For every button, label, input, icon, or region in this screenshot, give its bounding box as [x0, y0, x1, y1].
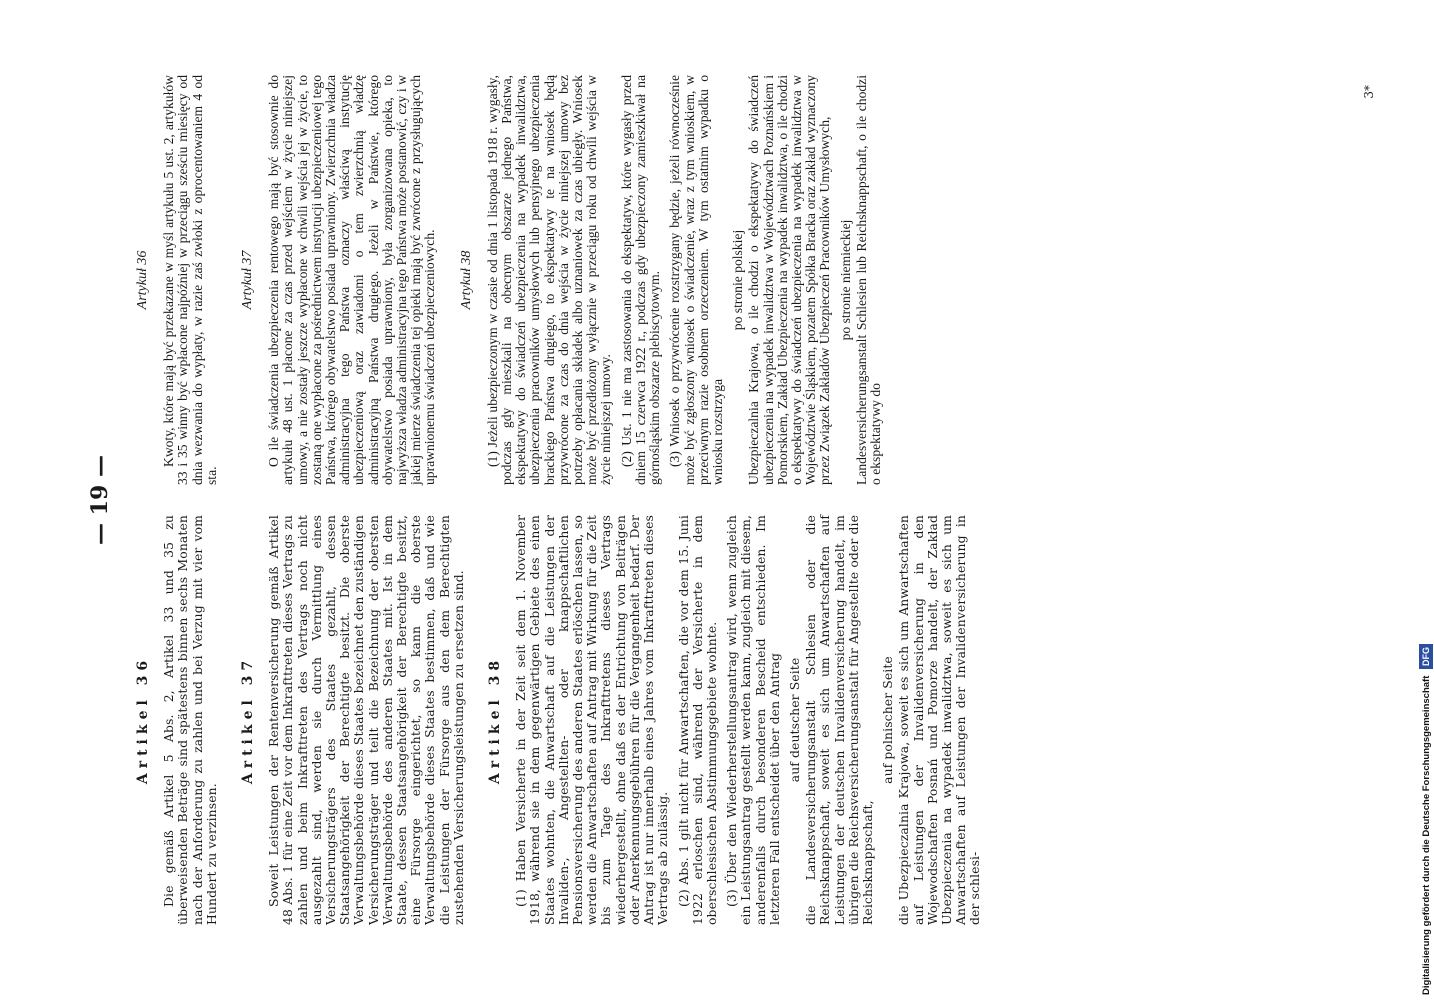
paragraph: (1) Haben Versicherte in der Zeit seit dem 1. November 1918, während sie in dem gegenwärtigen Gebiete des einen Staates wohnten, die Anwartschaft auf die Leistungen der Invaliden-, Angestellten- oder knappschaftlichen Pensionsversicherung des anderen Staates erlöschen lassen, so werden die Anwartschaften auf Antrag mit Wirkung für die Zeit bis zum Tage des Inkrafttretens dieses Vertrags wiederhergestellt, ohne daß es der Entrichtung von Beiträgen oder Anerkennungsgebühren für die Vergangenheit bedarf. Der Antrag ist nur innerhalb eines Jahres vom Inkrafttreten dieses Vertrags ab zulässig. — [513, 515, 671, 925]
article-heading: Artykuł 36 — [135, 250, 150, 310]
article-heading: Artikel 36 — [135, 655, 151, 785]
article-heading: Artykuł 37 — [240, 250, 256, 310]
document-page — [80, 75, 1376, 925]
article-heading: Artikel 37 — [240, 655, 257, 785]
paragraph: O ile świadczenia ubezpieczenia rentowego mają być stosownie do artykułu 48 ust. 1 płacone za czas przed wejściem w życie niniejszej umowy, a nie zostały jeszcze wypłacone w chwili wejścia jej w życie, to zostaną one wypłacone za pośrednictwem instytucji ubezpieczeniowej tego Państwa, którego obywatelstwo posiada uprawniony. Zwierzchnia władza administracyjna tego Państwa oznaczy właściwą instytucję ubezpieczeniową oraz zawiadomi o tem zwierzchnią władzę administracyjną Państwa drugiego. Jeżeli w Państwie, którego obywatelstwo posiada uprawniony, była zorganizowana opieka, to najwyższa władza administracyjna tego Państwa może postanowić, czy i w jakiej mierze świadczenia tej opieki mają być zwrócone z przysługujących uprawnionemu świadczeń ubezpieczeniowych. — [266, 75, 438, 485]
side-heading: auf deutscher Seite — [786, 657, 802, 783]
paragraph: (3) Wniosek o przywrócenie rozstrzygany będzie, jeżeli równocześnie może być zgłoszony wniosek o świadczenie, wraz z tym wnioskiem, w przeciwnym razie osobnem orzeczeniem. W tym ostatnim wypadku o wniosku rozstrzyga — [667, 75, 725, 485]
notice-text: Digitalisierung gefördert durch die Deutsche Forschungsgemeinschaft — [1421, 675, 1432, 995]
dfg-logo: DFG — [1419, 644, 1433, 669]
paragraph: (2) Ust. 1 nie ma zastosowania do ekspektatyw, które wygasły przed dniem 15 czerwca 1922 r., podczas gdy ubezpieczony zamieszkiwał na górnośląskim obszarze plebiscytowym. — [618, 75, 663, 485]
paragraph: Die gemäß Artikel 5 Abs. 2, Artikel 33 und 35 zu überweisenden Beträge sind spätestens binnen sechs Monaten nach der Anforderung zu zahlen und bei Verzug mit vier vom Hundert zu verzinsen. — [161, 515, 219, 925]
side-heading: po stronie niemieckiej — [837, 219, 853, 341]
paragraph: die Ubezpieczalnia Krajowa, soweit es sich um Anwartschaften auf Leistungen der Invalidenversicherung in den Wojewodschaften Posnań und Pomorze handelt, der Zakład Ubezpieczenia na wypadek inwalidztwa, soweit es sich um Anwartschaften auf Leistungen der Invalidenversicherung in der schlesi- — [896, 515, 983, 925]
paragraph: Landesversicherungsanstalt Schlesien lub Reichsknappschaft, o ile chodzi o ekspektatywy do — [853, 75, 883, 485]
signature-mark: 3* — [1362, 85, 1376, 99]
paragraph: die Landesversicherungsanstalt Schlesien oder die Reichsknappschaft, soweit es sich um Anwartschaften auf Leistungen der deutschen Invalidenversicherung handelt, im übrigen die Reichsversicherungsanstalt für Angestellte oder die Reichsknappschaft, — [803, 515, 875, 925]
article-heading: Artykuł 38 — [458, 250, 474, 310]
paragraph: (2) Abs. 1 gilt nicht für Anwartschaften, die vor dem 15. Juni 1922 erloschen sind, während der Versicherte in dem oberschlesischen Abstimmungsgebiete wohnte. — [675, 515, 719, 925]
paragraph: (1) Jeżeli ubezpieczonym w czasie od dnia 1 listopada 1918 r. wygasły, podczas gdy mieszkali na obecnym obszarze jednego Państwa, ekspektatywy do świadczeń ubezpieczenia na wypadek inwalidztwa, ubezpieczenia pracowników umysłowych lub pensyjnego ubezpieczenia brackiego Państwa drugiego, to ekspektatywy te na wniosek będą przywrócone za czas do dnia wejścia w życie niniejszej umowy bez potrzeby opłacania składek albo uznaniowek za czas ubiegły. Wniosek może być przedłożony wyłącznie w przeciągu roku od chwili wejścia w życie niniejszej umowy. — [484, 75, 614, 485]
paragraph: (3) Über den Wiederherstellungsantrag wird, wenn zugleich ein Leistungsantrag gestellt werden kann, zugleich mit diesem, anderenfalls durch besonderen Bescheid entschieden. Im letzteren Fall entscheidet über den Antrag — [724, 515, 782, 925]
side-heading: po stronie polskiej — [730, 229, 746, 331]
paragraph: Ubezpieczalnia Krajowa, o ile chodzi o ekspektatywy do świadczeń ubezpieczenia na wypadek inwalidztwa w Województwach Poznańskiem i Pomorskiem, Zakład Ubezpieczenia na wypadek inwalidztwa, o ile chodzi o ekspektatywy do świadczeń ubezpieczenia na wypadek inwalidztwa w Województwie Śląskiem, pozatem Spółka Bracka oraz zakład wyznaczony przez Związek Zakładów Ubezpieczeń Pracowników Umysłowych, — [746, 75, 833, 485]
page-number: — 19 — — [87, 455, 113, 545]
side-heading: auf polnischer Seite — [880, 656, 896, 784]
polish-column — [130, 75, 889, 485]
german-column — [130, 515, 989, 925]
paragraph: Kwoty, które mają być przekazane w myśl artykułu 5 ust. 2, artykułów 33 i 35 winny być wpłacone najpóźniej w przeciągu sześciu miesięcy od dnia wezwania do wypłaty, w razie zaś zwłoki z oprocentowaniem 4 od sta. — [161, 75, 219, 485]
paragraph: Soweit Leistungen der Rentenversicherung gemäß Artikel 48 Abs. 1 für eine Zeit vor dem Inkrafttreten dieses Vertrags zu zahlen und beim Inkrafttreten des Vertrags noch nicht ausgezahlt sind, werden sie durch Vermittlung eines Versicherungsträgers des Staates gezahlt, dessen Staatsangehörigkeit der Berechtigte besitzt. Die oberste Verwaltungsbehörde dieses Staates bezeichnet den zuständigen Versicherungsträger und teilt die Bezeichnung der obersten Verwaltungsbehörde des anderen Staates mit. Ist in dem Staate, dessen Staatsangehörigkeit der Berechtigte besitzt, eine Fürsorge eingerichtet, so kann die oberste Verwaltungsbehörde dieses Staates bestimmen, daß und wie die Leistungen der Fürsorge aus den dem Berechtigten zustehenden Versicherungsleistungen zu ersetzen sind. — [266, 515, 466, 925]
digitization-notice — [1419, 5, 1433, 995]
article-heading: Artikel 38 — [487, 655, 504, 785]
